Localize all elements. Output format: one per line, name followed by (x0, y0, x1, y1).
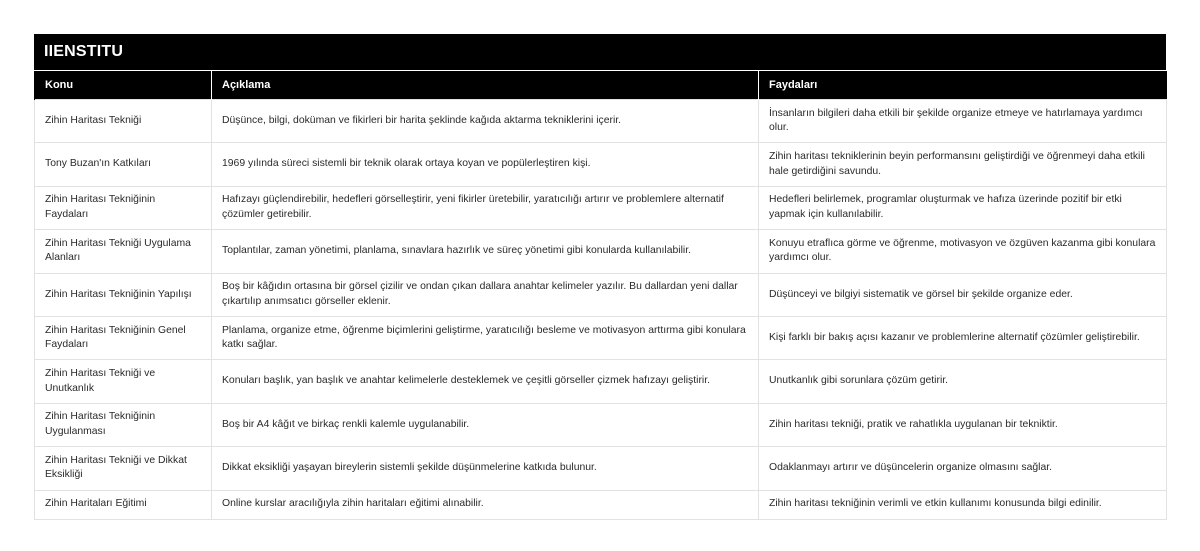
cell-aciklama: Konuları başlık, yan başlık ve anahtar kelimelerle desteklemek ve çeşitli görseller çizmek hafızayı geliştirir. (212, 360, 759, 403)
cell-aciklama: Boş bir kâğıdın ortasına bir görsel çizilir ve ondan çıkan dallara anahtar kelimeler yazılır. Bu dallardan yeni dallar çıkartılıp anımsatıcı görseller eklenir. (212, 273, 759, 316)
table-row (35, 273, 1167, 316)
content-table-container (34, 34, 1166, 520)
cell-faydalari: Kişi farklı bir bakış açısı kazanır ve problemlerine alternatif çözümler geliştirebilir. (759, 316, 1167, 359)
cell-aciklama: Düşünce, bilgi, doküman ve fikirleri bir harita şeklinde kağıda aktarma tekniklerini içerir. (212, 100, 759, 143)
table-row (35, 360, 1167, 403)
cell-aciklama: Dikkat eksikliği yaşayan bireylerin sistemli şekilde düşünmelerine katkıda bulunur. (212, 447, 759, 490)
table-header-row (35, 71, 1167, 100)
cell-konu: Zihin Haritası Tekniğinin Faydaları (35, 186, 212, 229)
cell-aciklama: Online kurslar aracılığıyla zihin haritaları eğitimi alınabilir. (212, 490, 759, 519)
column-header-konu: Konu (35, 71, 212, 100)
cell-aciklama: Boş bir A4 kâğıt ve birkaç renkli kalemle uygulanabilir. (212, 403, 759, 446)
cell-faydalari: Zihin haritası tekniği, pratik ve rahatlıkla uygulanan bir tekniktir. (759, 403, 1167, 446)
cell-konu: Zihin Haritası Tekniğinin Genel Faydaları (35, 316, 212, 359)
cell-faydalari: Unutkanlık gibi sorunlara çözüm getirir. (759, 360, 1167, 403)
cell-konu: Zihin Haritası Tekniği (35, 100, 212, 143)
cell-faydalari: İnsanların bilgileri daha etkili bir şekilde organize etmeye ve hatırlamaya yardımcı olur. (759, 100, 1167, 143)
table-row (35, 143, 1167, 186)
info-table (34, 70, 1167, 520)
column-header-faydalari: Faydaları (759, 71, 1167, 100)
cell-faydalari: Konuyu etraflıca görme ve öğrenme, motivasyon ve özgüven kazanma gibi konulara yardımcı olur. (759, 230, 1167, 273)
cell-faydalari: Odaklanmayı artırır ve düşüncelerin organize olmasını sağlar. (759, 447, 1167, 490)
table-row (35, 100, 1167, 143)
table-row (35, 403, 1167, 446)
cell-konu: Zihin Haritası Tekniğinin Yapılışı (35, 273, 212, 316)
cell-konu: Zihin Haritası Tekniğinin Uygulanması (35, 403, 212, 446)
table-row (35, 490, 1167, 519)
cell-konu: Zihin Haritası Tekniği ve Unutkanlık (35, 360, 212, 403)
table-row (35, 230, 1167, 273)
cell-konu: Zihin Haritaları Eğitimi (35, 490, 212, 519)
cell-aciklama: 1969 yılında süreci sistemli bir teknik olarak ortaya koyan ve popülerleştiren kişi. (212, 143, 759, 186)
cell-faydalari: Zihin haritası tekniklerinin beyin performansını geliştirdiği ve öğrenmeyi daha etkili hale getirdiğini savundu. (759, 143, 1167, 186)
cell-faydalari: Hedefleri belirlemek, programlar oluşturmak ve hafıza üzerinde pozitif bir etki yapmak için kullanılabilir. (759, 186, 1167, 229)
cell-aciklama: Hafızayı güçlendirebilir, hedefleri görselleştirir, yeni fikirler üretebilir, yaratıcılığı artırır ve problemlere alternatif çözümler getirebilir. (212, 186, 759, 229)
cell-faydalari: Düşünceyi ve bilgiyi sistematik ve görsel bir şekilde organize eder. (759, 273, 1167, 316)
table-row (35, 316, 1167, 359)
table-row (35, 186, 1167, 229)
cell-faydalari: Zihin haritası tekniğinin verimli ve etkin kullanımı konusunda bilgi edinilir. (759, 490, 1167, 519)
cell-konu: Tony Buzan'ın Katkıları (35, 143, 212, 186)
table-title: IIENSTITU (34, 34, 1166, 70)
cell-aciklama: Planlama, organize etme, öğrenme biçimlerini geliştirme, yaratıcılığı besleme ve motivasyon arttırma gibi konulara katkı sağlar. (212, 316, 759, 359)
cell-konu: Zihin Haritası Tekniği ve Dikkat Eksikliği (35, 447, 212, 490)
column-header-aciklama: Açıklama (212, 71, 759, 100)
cell-konu: Zihin Haritası Tekniği Uygulama Alanları (35, 230, 212, 273)
cell-aciklama: Toplantılar, zaman yönetimi, planlama, sınavlara hazırlık ve süreç yönetimi gibi konularda kullanılabilir. (212, 230, 759, 273)
table-row (35, 447, 1167, 490)
